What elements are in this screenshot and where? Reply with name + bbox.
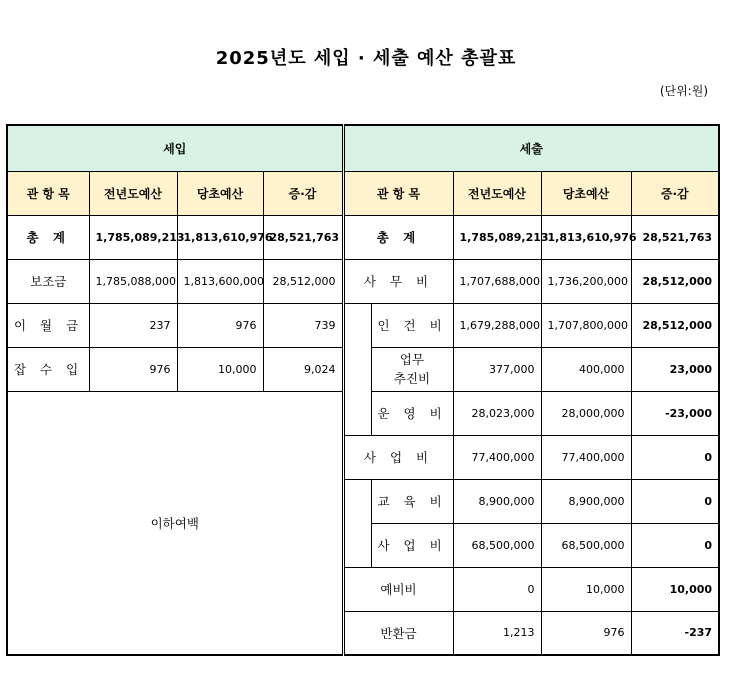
exp-orig: 10,000: [541, 567, 631, 611]
exp-prev: 8,900,000: [453, 479, 541, 523]
rev-item: 잡 수 입: [7, 347, 89, 391]
exp-item: 예비비: [343, 567, 453, 611]
exp-orig: 1,813,610,976: [541, 215, 631, 259]
exp-prev: 68,500,000: [453, 523, 541, 567]
table-row: [7, 215, 719, 259]
exp-diff: 10,000: [631, 567, 719, 611]
exp-diff: 28,512,000: [631, 259, 719, 303]
exp-item: 사 업 비: [343, 435, 453, 479]
exp-diff: 28,512,000: [631, 303, 719, 347]
rev-prev: 237: [89, 303, 177, 347]
exp-orig: 77,400,000: [541, 435, 631, 479]
sub-indent-cell: [343, 479, 371, 567]
exp-prev: 1,213: [453, 611, 541, 655]
exp-item: 사 무 비: [343, 259, 453, 303]
exp-diff: 0: [631, 479, 719, 523]
exp-prev: 1,679,288,000: [453, 303, 541, 347]
exp-item: 교 육 비: [371, 479, 453, 523]
table-row: [7, 303, 719, 347]
exp-orig: 68,500,000: [541, 523, 631, 567]
exp-item: [371, 347, 453, 391]
page-title: 2025년도 세입 · 세출 예산 총괄표: [215, 48, 517, 69]
rev-orig: 1,813,600,000: [177, 259, 263, 303]
exp-col-item: 관 항 목: [343, 171, 453, 215]
exp-item: 인 건 비: [371, 303, 453, 347]
rev-orig: 10,000: [177, 347, 263, 391]
exp-diff: -237: [631, 611, 719, 655]
rev-prev: 1,785,088,000: [89, 259, 177, 303]
exp-col-orig: 당초예산: [541, 171, 631, 215]
revenue-label: 세입: [7, 125, 343, 171]
exp-diff: 0: [631, 523, 719, 567]
rev-orig: 1,813,610,976: [177, 215, 263, 259]
budget-summary-table: [6, 124, 720, 656]
rev-col-orig: 당초예산: [177, 171, 263, 215]
rev-item: 총 계: [7, 215, 89, 259]
exp-col-diff: 증·감: [631, 171, 719, 215]
exp-item-line1: 업무 추진비: [393, 352, 431, 386]
exp-item: 사 업 비: [371, 523, 453, 567]
sub-indent-cell: [343, 303, 371, 435]
exp-item: 총 계: [343, 215, 453, 259]
exp-orig: 1,707,800,000: [541, 303, 631, 347]
exp-orig: 1,736,200,000: [541, 259, 631, 303]
rev-item: 보조금: [7, 259, 89, 303]
rev-orig: 976: [177, 303, 263, 347]
exp-item: 운 영 비: [371, 391, 453, 435]
exp-orig: 28,000,000: [541, 391, 631, 435]
exp-prev: 0: [453, 567, 541, 611]
exp-diff: 23,000: [631, 347, 719, 391]
exp-diff: 0: [631, 435, 719, 479]
unit-label: (단위:원): [659, 84, 708, 98]
rev-diff: 28,512,000: [263, 259, 343, 303]
exp-diff: 28,521,763: [631, 215, 719, 259]
group-header-row: [7, 125, 719, 171]
table-row: [7, 259, 719, 303]
exp-col-prev: 전년도예산: [453, 171, 541, 215]
expenditure-label: 세출: [343, 125, 719, 171]
exp-diff: -23,000: [631, 391, 719, 435]
rev-prev: 1,785,089,213: [89, 215, 177, 259]
rev-diff: 9,024: [263, 347, 343, 391]
rev-col-item: 관 항 목: [7, 171, 89, 215]
exp-item: 반환금: [343, 611, 453, 655]
rev-col-prev: 전년도예산: [89, 171, 177, 215]
remaining-blank-note: 이하여백: [7, 391, 343, 655]
exp-prev: 1,785,089,213: [453, 215, 541, 259]
rev-diff: 739: [263, 303, 343, 347]
exp-prev: 377,000: [453, 347, 541, 391]
rev-item: 이 월 금: [7, 303, 89, 347]
exp-prev: 1,707,688,000: [453, 259, 541, 303]
column-header-row: [7, 171, 719, 215]
exp-orig: 976: [541, 611, 631, 655]
exp-orig: 8,900,000: [541, 479, 631, 523]
exp-orig: 400,000: [541, 347, 631, 391]
rev-diff: 28,521,763: [263, 215, 343, 259]
exp-prev: 28,023,000: [453, 391, 541, 435]
exp-prev: 77,400,000: [453, 435, 541, 479]
rev-col-diff: 증·감: [263, 171, 343, 215]
rev-prev: 976: [89, 347, 177, 391]
